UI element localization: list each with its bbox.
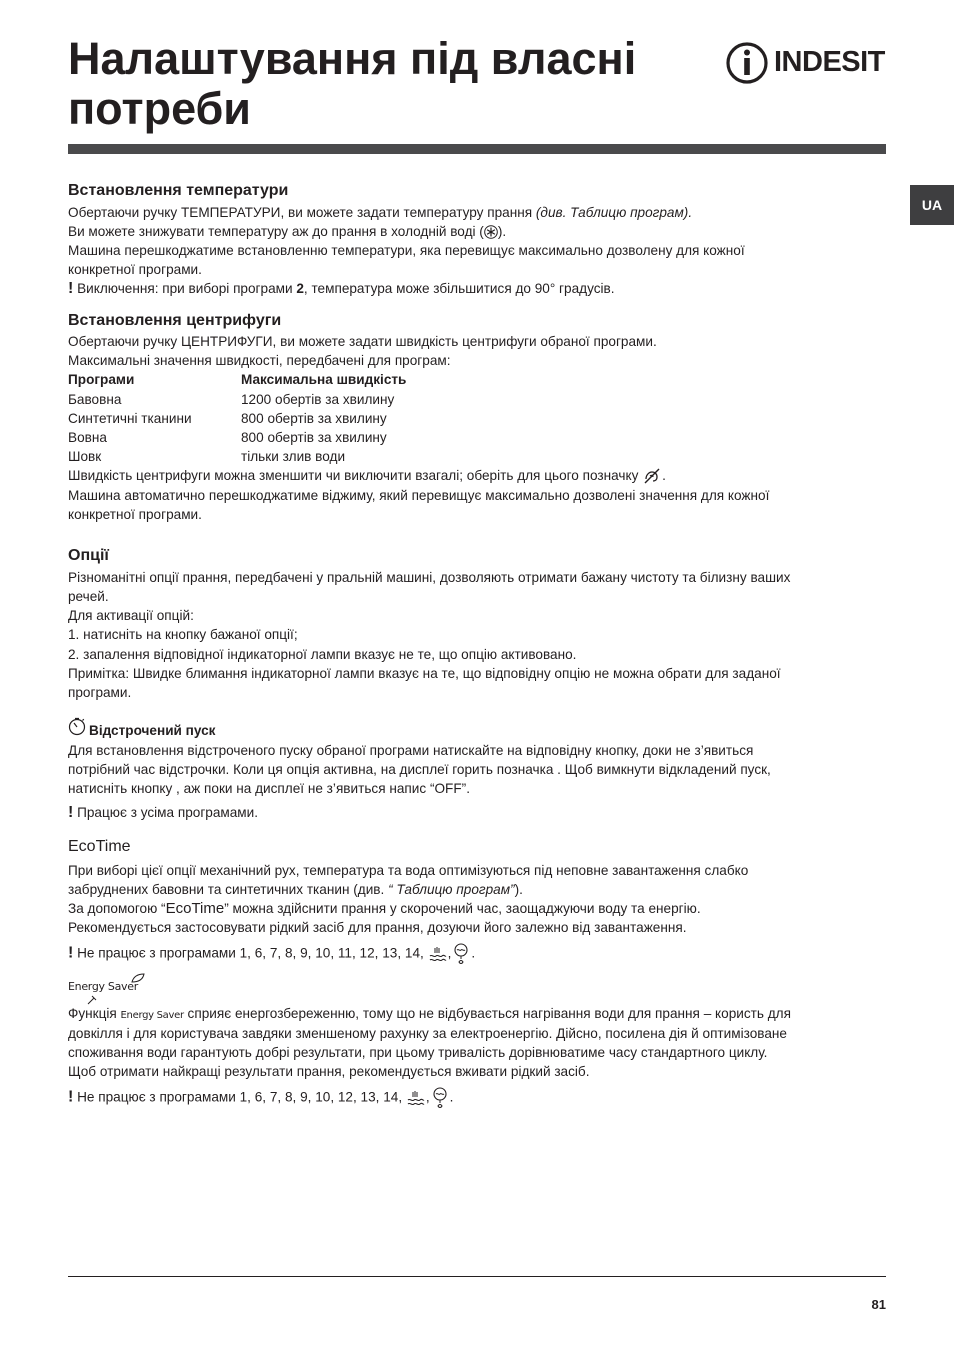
text: Функція <box>68 1006 121 1021</box>
temperature-note <box>68 279 888 298</box>
page-number: 81 <box>871 1297 886 1312</box>
options-line-5: 2. запалення відповідної індикаторної лампи вказує не те, що опцію активовано. <box>68 647 577 662</box>
comma: , <box>447 945 452 961</box>
ecotime-logo-time: Time <box>191 900 225 917</box>
table-row-speed: 800 обертів за хвилину <box>241 411 387 426</box>
text: , температура може збільшитися до 90° градусів. <box>303 281 615 296</box>
ecotime-inline-logo <box>166 900 225 917</box>
options-line-3: Для активації опцій: <box>68 608 194 623</box>
text: . <box>662 468 666 483</box>
options-line-1: Різноманітні опції прання, передбачені у пральній машині, дозволяють отримати бажану чистоту та білизну ваших <box>68 570 791 585</box>
ecotime-logo-eco: Eco <box>68 838 96 855</box>
text: Швидкість центрифуги можна зменшити чи виключити взагалі; оберіть для цього позначку <box>68 468 643 483</box>
ecotime-logo <box>68 838 131 856</box>
page-title-line2: потреби <box>68 83 251 134</box>
text: Не працює з програмами 1, 6, 7, 8, 9, 10, 11, 12, 13, 14, <box>73 945 428 961</box>
indesit-i-icon <box>724 40 770 86</box>
delay-line-1: Для встановлення відстроченого пуску обраної програми натискайте на відповідну кнопку, доки не з’явиться <box>68 743 754 758</box>
delay-line-3: натисніть кнопку , аж поки на дисплеї не з’явиться напис “OFF”. <box>68 781 470 796</box>
timer-icon <box>67 716 87 736</box>
warning-mark: ! <box>68 944 74 962</box>
table-row-speed: тільки злив води <box>241 449 346 464</box>
temperature-line-3: Машина перешкоджатиме встановленню температури, яка перевищує максимально дозволену для кожної <box>68 243 745 258</box>
delay-note <box>68 803 888 822</box>
energysaver-line-4: Щоб отримати найкращі результати прання, рекомендується вживати рідкий засіб. <box>68 1064 590 1079</box>
temperature-line-4: конкретної програми. <box>68 262 202 277</box>
ecotime-line-3 <box>68 899 888 918</box>
text: За допомогою “ <box>68 901 166 916</box>
text: Не працює з програмами 1, 6, 7, 8, 9, 10, 12, 13, 14, <box>73 1089 406 1105</box>
delicate-wash-icon <box>430 1086 450 1110</box>
energysaver-line-2: довкілля і для користувача завдяки зменшеному рахунку за електроенергію. Дійсно, посилена дія й оптимізоване <box>68 1026 787 1041</box>
footer-divider <box>68 1276 886 1277</box>
energysaver-line-1 <box>68 1004 888 1025</box>
language-tab: UA <box>910 185 954 225</box>
text: . <box>449 1089 454 1105</box>
energysaver-line-3: споживання води гарантують добрі результати, при цьому тривалість дорівнюватиме часу стандартного циклу. <box>68 1045 768 1060</box>
spin-line-5: конкретної програми. <box>68 507 202 522</box>
hand-wash-icon <box>428 945 448 963</box>
text: забруднених бавовни та синтетичних тканин (див. <box>68 882 389 897</box>
spin-line-4: Машина автоматично перешкоджатиме віджиму, який перевищує максимально дозволені значення для кожної <box>68 488 770 503</box>
no-spin-icon <box>642 467 662 485</box>
brand-name: INDESIT <box>774 46 885 78</box>
text: сприяє енергозбереженню, тому що не відбувається нагрівання води для прання – користь для <box>183 1006 791 1021</box>
options-heading: Опції <box>68 547 109 564</box>
energy-leaf-icon <box>130 972 146 984</box>
table-row-speed: 800 обертів за хвилину <box>241 430 387 445</box>
hand-wash-icon <box>406 1089 426 1107</box>
options-line-6: Примітка: Швидке блимання індикаторної лампи вказує на те, що відповідну опцію не можна обрати для заданої <box>68 666 781 681</box>
temperature-line-1 <box>68 203 888 222</box>
table-header-programs: Програми <box>68 372 135 387</box>
text: Виключення: при виборі програми <box>73 281 297 296</box>
text: ). <box>514 882 523 897</box>
options-line-2: речей. <box>68 589 109 604</box>
table-row-program: Синтетичні тканини <box>68 411 192 426</box>
table-row-speed: 1200 обертів за хвилину <box>241 392 395 407</box>
delay-line-2: потрібний час відстрочки. Коли ця опція активна, на дисплеї горить позначка . Щоб вимкнути відкладений пуск, <box>68 762 771 777</box>
text: Обертаючи ручку ТЕМПЕРАТУРИ, ви можете задати температуру прання <box>68 205 536 220</box>
ecotime-line-1: При виборі цієї опції механічний рух, температура та вода оптимізуються під неповне завантаження слабко <box>68 863 749 878</box>
text-bold: 2 <box>296 281 304 296</box>
text-italic: (див. Таблицю програм). <box>535 205 693 220</box>
delicate-wash-icon <box>451 942 471 966</box>
text: Працює з усіма програмами. <box>73 805 259 820</box>
warning-mark: ! <box>68 1088 74 1106</box>
spin-line-2: Максимальні значення швидкості, передбачені для програм: <box>68 353 451 368</box>
options-line-7: програми. <box>68 685 132 700</box>
text: . <box>471 945 476 961</box>
comma: , <box>425 1089 430 1105</box>
table-header-speed: Максимальна швидкість <box>241 372 407 387</box>
options-line-4: 1. натисніть на кнопку бажаної опції; <box>68 627 298 642</box>
energy-saver-inline-logo: Energy Saver <box>120 1010 184 1021</box>
ecotime-logo-eco: Eco <box>165 900 192 917</box>
snowflake-icon <box>484 225 498 239</box>
table-row-program: Шовк <box>68 449 102 464</box>
temperature-line-2 <box>68 222 888 241</box>
spin-heading: Встановлення центрифуги <box>68 312 282 329</box>
warning-mark: ! <box>68 804 74 821</box>
spin-line-3 <box>68 466 888 485</box>
table-row-program: Вовна <box>68 430 107 445</box>
text-italic: “ Таблицю програм” <box>388 882 515 897</box>
title-divider <box>68 144 886 154</box>
text: ). <box>497 224 507 239</box>
table-row-program: Бавовна <box>68 392 122 407</box>
temperature-heading: Встановлення температури <box>68 182 289 199</box>
ecotime-logo-time: Time <box>95 838 131 855</box>
warning-mark: ! <box>68 280 74 297</box>
text: ” можна здійснити прання у скорочений час, заощаджуючи воду та енергію. <box>224 901 701 916</box>
page-title <box>68 34 708 134</box>
indesit-logo <box>724 40 886 86</box>
delay-heading: Відстрочений пуск <box>89 723 216 738</box>
spin-line-1: Обертаючи ручку ЦЕНТРИФУГИ, ви можете задати швидкість центрифуги обраної програми. <box>68 334 657 349</box>
text: Ви можете знижувати температуру аж до прання в холодній воді ( <box>68 224 484 239</box>
energysaver-note <box>68 1086 888 1110</box>
ecotime-line-2 <box>68 880 888 899</box>
page-title-line1: Налаштування під власні <box>68 33 637 84</box>
ecotime-note <box>68 942 888 966</box>
energy-saver-logo-text: Energy Saver <box>68 980 138 993</box>
ecotime-line-4: Рекомендується застосовувати рідкий засіб для прання, дозуючи його залежно від завантаження. <box>68 920 687 935</box>
energy-saver-logo <box>68 972 158 1006</box>
